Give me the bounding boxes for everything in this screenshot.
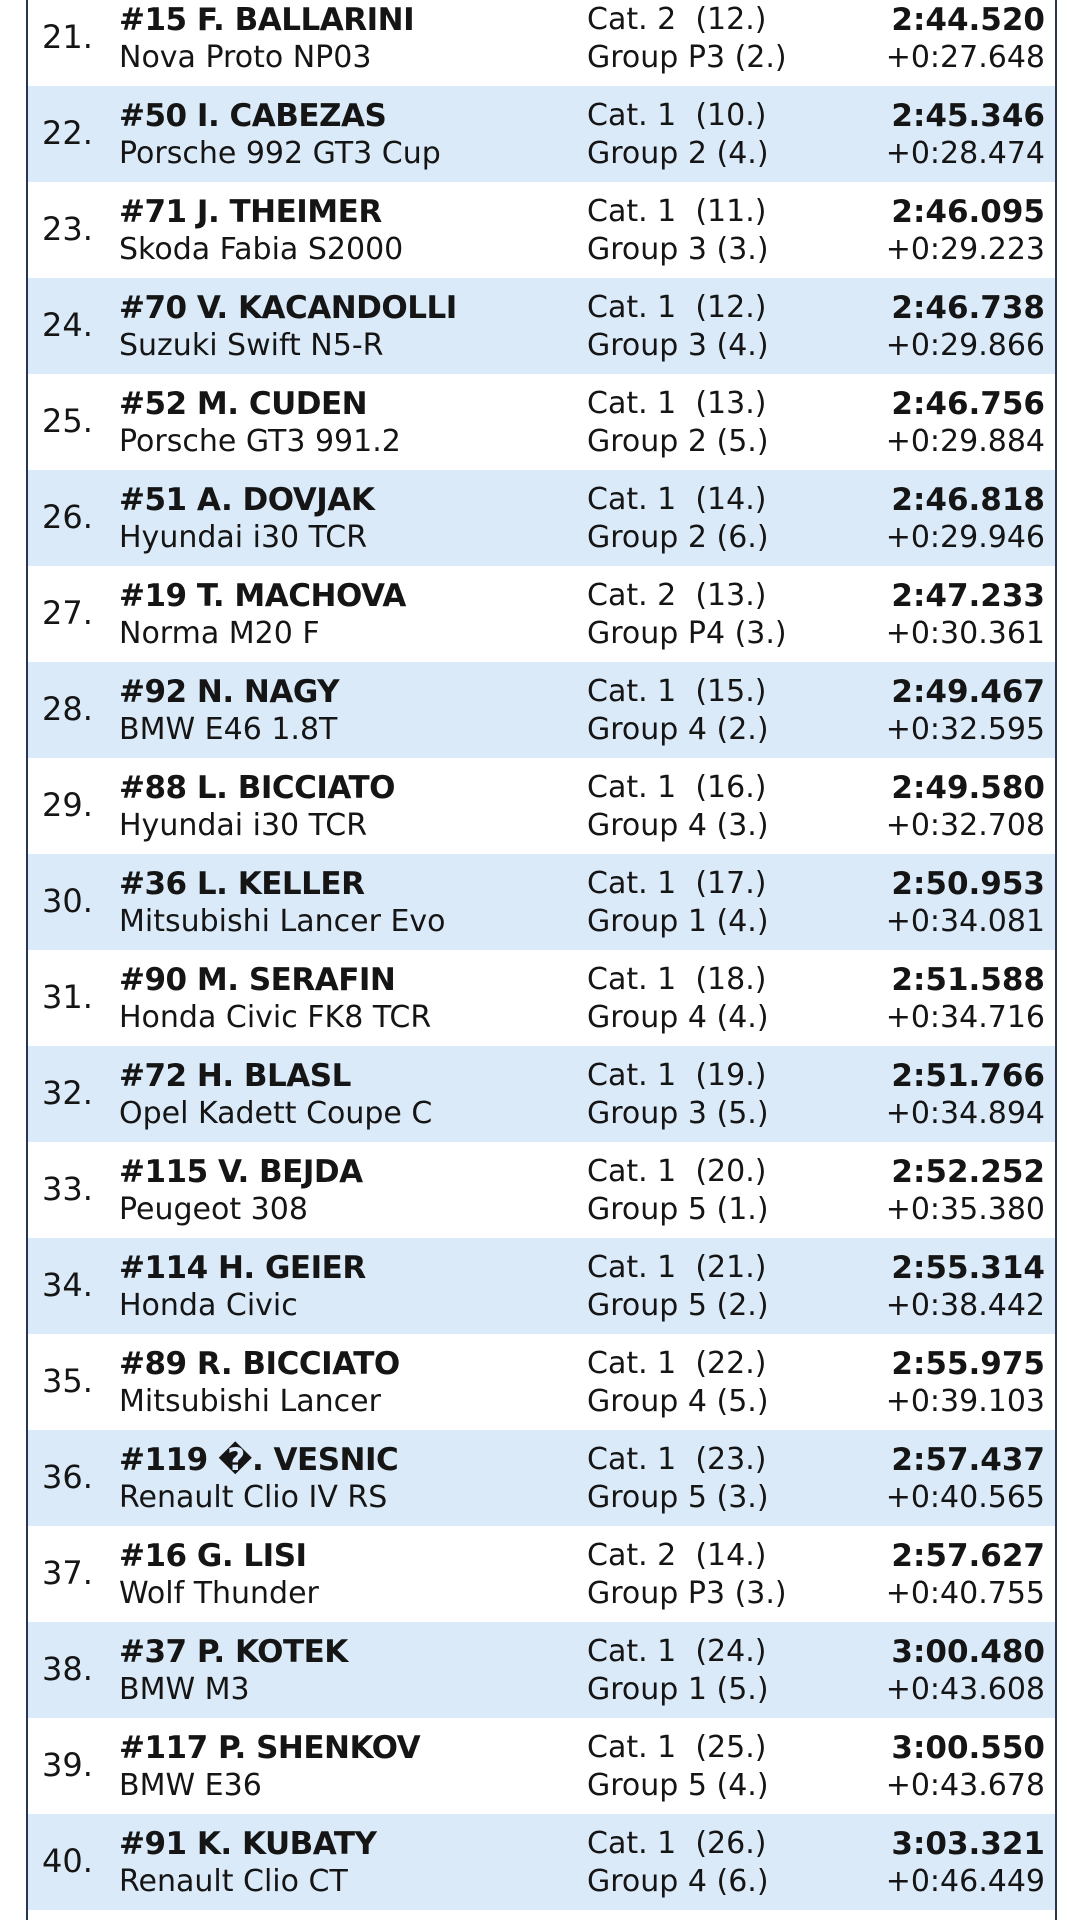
result-row [28,0,1055,86]
group-rank: Group 5 (2.) [587,1288,769,1323]
car-model: Mitsubishi Lancer [119,1384,381,1419]
category-rank: Cat. 1 (26.) [587,1826,767,1861]
position-number: 22. [42,114,93,152]
group-rank: Group 3 (5.) [587,1096,769,1131]
group-rank: Group 4 (4.) [587,1000,769,1035]
category-rank: Cat. 1 (14.) [587,482,767,517]
result-row [28,1046,1055,1142]
driver-name: #19 T. MACHOVA [119,578,406,614]
driver-name: #16 G. LISI [119,1538,307,1574]
group-rank: Group 4 (5.) [587,1384,769,1419]
car-model: Hyundai i30 TCR [119,520,368,555]
time-gap: +0:38.442 [885,1288,1045,1323]
lap-time: 2:49.467 [891,674,1045,710]
car-model: Honda Civic [119,1288,298,1323]
lap-time: 2:52.252 [891,1154,1045,1190]
driver-name: #92 N. NAGY [119,674,340,710]
time-gap: +0:34.894 [885,1096,1045,1131]
group-rank: Group 3 (3.) [587,232,769,267]
position-number: 25. [42,402,93,440]
result-row [28,1718,1055,1814]
car-model: Wolf Thunder [119,1576,319,1611]
result-row [28,854,1055,950]
car-model: Renault Clio IV RS [119,1480,388,1515]
lap-time: 3:00.550 [891,1730,1045,1766]
lap-time: 2:51.588 [891,962,1045,998]
group-rank: Group 1 (4.) [587,904,769,939]
lap-time: 2:50.953 [891,866,1045,902]
group-rank: Group 4 (6.) [587,1864,769,1899]
time-gap: +0:34.716 [885,1000,1045,1035]
driver-name: #36 L. KELLER [119,866,365,902]
time-gap: +0:40.755 [885,1576,1045,1611]
time-gap: +0:43.608 [885,1672,1045,1707]
time-gap: +0:43.678 [885,1768,1045,1803]
position-number: 23. [42,210,93,248]
category-rank: Cat. 1 (23.) [587,1442,767,1477]
category-rank: Cat. 1 (17.) [587,866,767,901]
category-rank: Cat. 1 (21.) [587,1250,767,1285]
driver-name: #71 J. THEIMER [119,194,382,230]
result-row [28,182,1055,278]
result-row [28,374,1055,470]
lap-time: 2:55.975 [891,1346,1045,1382]
car-model: Nova Proto NP03 [119,40,372,75]
car-model: Suzuki Swift N5-R [119,328,384,363]
time-gap: +0:32.708 [885,808,1045,843]
lap-time: 2:44.520 [891,2,1045,38]
result-row [28,1622,1055,1718]
result-row [28,86,1055,182]
car-model: Skoda Fabia S2000 [119,232,404,267]
result-row [28,1526,1055,1622]
group-rank: Group P4 (3.) [587,616,787,651]
category-rank: Cat. 1 (12.) [587,290,767,325]
position-number: 37. [42,1554,93,1592]
time-gap: +0:39.103 [885,1384,1045,1419]
time-gap: +0:30.361 [885,616,1045,651]
position-number: 33. [42,1170,93,1208]
car-model: Peugeot 308 [119,1192,308,1227]
category-rank: Cat. 1 (24.) [587,1634,767,1669]
position-number: 38. [42,1650,93,1688]
group-rank: Group 2 (6.) [587,520,769,555]
category-rank: Cat. 2 (13.) [587,578,767,613]
time-gap: +0:34.081 [885,904,1045,939]
position-number: 39. [42,1746,93,1784]
result-row [28,1238,1055,1334]
position-number: 35. [42,1362,93,1400]
position-number: 24. [42,306,93,344]
position-number: 34. [42,1266,93,1304]
time-gap: +0:40.565 [885,1480,1045,1515]
car-model: BMW M3 [119,1672,250,1707]
lap-time: 2:47.233 [891,578,1045,614]
position-number: 27. [42,594,93,632]
category-rank: Cat. 1 (19.) [587,1058,767,1093]
category-rank: Cat. 2 (14.) [587,1538,767,1573]
driver-name: #119 �. VESNIC [119,1442,399,1478]
driver-name: #70 V. KACANDOLLI [119,290,457,326]
lap-time: 3:00.480 [891,1634,1045,1670]
lap-time: 2:55.314 [891,1250,1045,1286]
category-rank: Cat. 1 (18.) [587,962,767,997]
group-rank: Group 5 (4.) [587,1768,769,1803]
car-model: Hyundai i30 TCR [119,808,368,843]
driver-name: #52 M. CUDEN [119,386,368,422]
result-row [28,566,1055,662]
lap-time: 2:57.437 [891,1442,1045,1478]
category-rank: Cat. 1 (22.) [587,1346,767,1381]
result-row [28,1142,1055,1238]
time-gap: +0:46.449 [885,1864,1045,1899]
category-rank: Cat. 1 (15.) [587,674,767,709]
time-gap: +0:29.884 [885,424,1045,459]
lap-time: 2:57.627 [891,1538,1045,1574]
group-rank: Group P3 (2.) [587,40,787,75]
result-row [28,758,1055,854]
position-number: 28. [42,690,93,728]
position-number: 30. [42,882,93,920]
category-rank: Cat. 1 (11.) [587,194,767,229]
result-row [28,278,1055,374]
result-row [28,662,1055,758]
driver-name: #88 L. BICCIATO [119,770,396,806]
group-rank: Group 2 (5.) [587,424,769,459]
driver-name: #51 A. DOVJAK [119,482,375,518]
car-model: BMW E36 [119,1768,262,1803]
lap-time: 2:45.346 [891,98,1045,134]
time-gap: +0:29.866 [885,328,1045,363]
driver-name: #91 K. KUBATY [119,1826,377,1862]
category-rank: Cat. 1 (13.) [587,386,767,421]
position-number: 26. [42,498,93,536]
driver-name: #37 P. KOTEK [119,1634,348,1670]
driver-name: #50 I. CABEZAS [119,98,387,134]
group-rank: Group 5 (1.) [587,1192,769,1227]
group-rank: Group 4 (3.) [587,808,769,843]
position-number: 31. [42,978,93,1016]
lap-time: 2:46.756 [891,386,1045,422]
group-rank: Group 4 (2.) [587,712,769,747]
category-rank: Cat. 1 (25.) [587,1730,767,1765]
car-model: Porsche 992 GT3 Cup [119,136,441,171]
group-rank: Group P3 (3.) [587,1576,787,1611]
driver-name: #15 F. BALLARINI [119,2,415,38]
category-rank: Cat. 1 (10.) [587,98,767,133]
time-gap: +0:27.648 [885,40,1045,75]
lap-time: 2:46.818 [891,482,1045,518]
category-rank: Cat. 1 (20.) [587,1154,767,1189]
car-model: Renault Clio CT [119,1864,348,1899]
lap-time: 2:46.738 [891,290,1045,326]
results-table [28,0,1055,1910]
time-gap: +0:28.474 [885,136,1045,171]
driver-name: #114 H. GEIER [119,1250,366,1286]
car-model: Honda Civic FK8 TCR [119,1000,432,1035]
time-gap: +0:35.380 [885,1192,1045,1227]
car-model: Norma M20 F [119,616,320,651]
position-number: 40. [42,1842,93,1880]
car-model: Porsche GT3 991.2 [119,424,401,459]
position-number: 29. [42,786,93,824]
driver-name: #89 R. BICCIATO [119,1346,400,1382]
car-model: BMW E46 1.8T [119,712,338,747]
time-gap: +0:32.595 [885,712,1045,747]
driver-name: #117 P. SHENKOV [119,1730,421,1766]
lap-time: 2:46.095 [891,194,1045,230]
position-number: 32. [42,1074,93,1112]
lap-time: 3:03.321 [891,1826,1045,1862]
time-gap: +0:29.946 [885,520,1045,555]
category-rank: Cat. 2 (12.) [587,2,767,37]
position-number: 21. [42,18,93,56]
results-sheet [26,0,1057,1920]
result-row [28,1430,1055,1526]
result-row [28,1334,1055,1430]
category-rank: Cat. 1 (16.) [587,770,767,805]
driver-name: #115 V. BEJDA [119,1154,363,1190]
driver-name: #90 M. SERAFIN [119,962,396,998]
result-row [28,470,1055,566]
lap-time: 2:51.766 [891,1058,1045,1094]
car-model: Opel Kadett Coupe C [119,1096,433,1131]
driver-name: #72 H. BLASL [119,1058,351,1094]
lap-time: 2:49.580 [891,770,1045,806]
result-row [28,1814,1055,1910]
group-rank: Group 1 (5.) [587,1672,769,1707]
result-row [28,950,1055,1046]
group-rank: Group 2 (4.) [587,136,769,171]
car-model: Mitsubishi Lancer Evo [119,904,446,939]
time-gap: +0:29.223 [885,232,1045,267]
position-number: 36. [42,1458,93,1496]
group-rank: Group 5 (3.) [587,1480,769,1515]
group-rank: Group 3 (4.) [587,328,769,363]
